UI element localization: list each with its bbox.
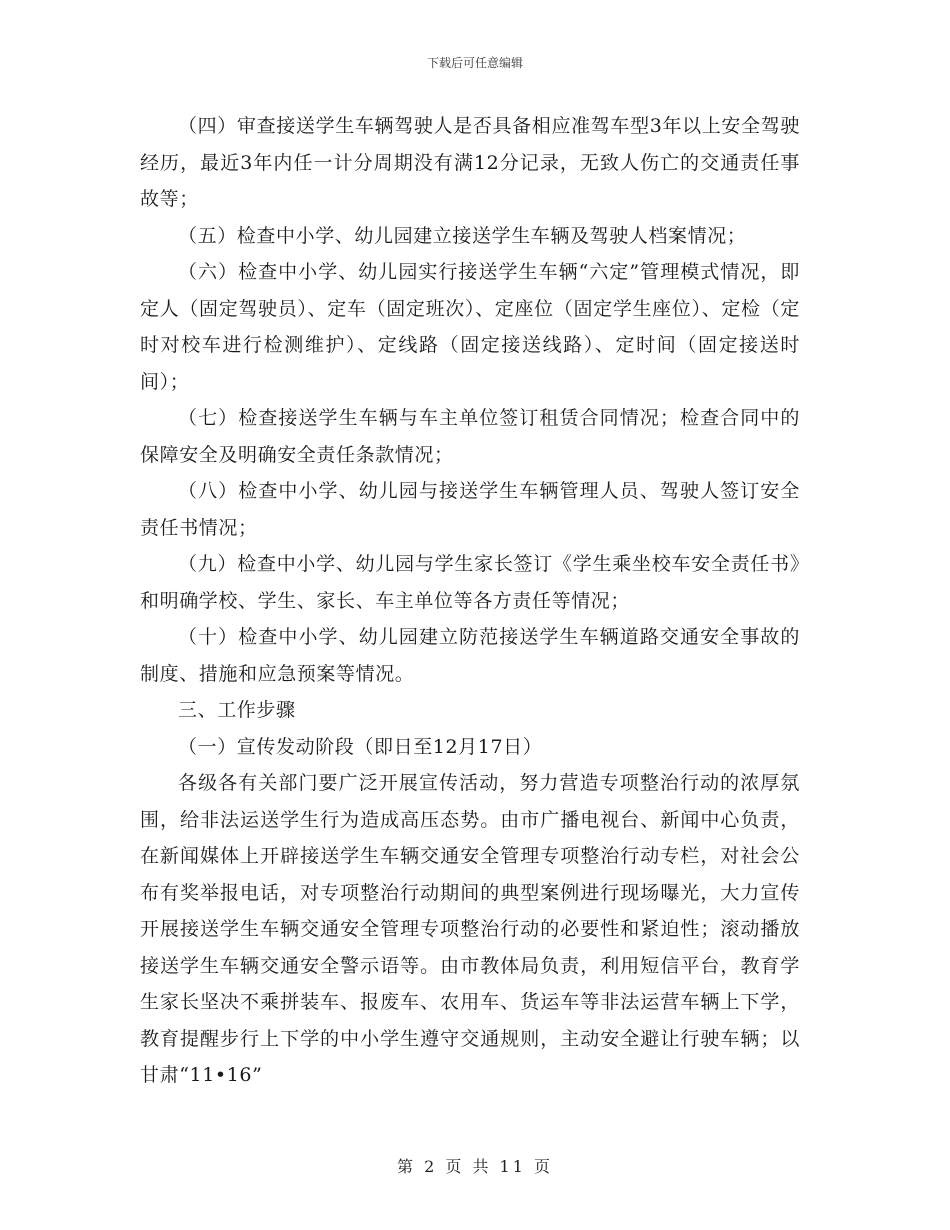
section-heading: 三、工作步骤: [178, 699, 296, 721]
page-header: 下载后可任意编辑: [426, 56, 523, 70]
document-body: [140, 108, 800, 1094]
paragraph-item-4: （四）审查接送学生车辆驾驶人是否具备相应准驾车型3年以上安全驾驶经历，最近3年内任一计分周期没有满12分记录，无致人伤亡的交通责任事故等；: [140, 115, 800, 210]
body-paragraph: 各级各有关部门要广泛开展宣传活动，努力营造专项整治行动的浓厚氛围，给非法运送学生行为造成高压态势。由市广播电视台、新闻中心负责，在新闻媒体上开辟接送学生车辆交通安全管理专项整治行动专栏，对社会公布有奖举报电话，对专项整治行动期间的典型案例进行现场曝光，大力宣传开展接送学生车辆交通安全管理专项整治行动的必要性和紧迫性；滚动播放接送学生车辆交通安全警示语等。由市教体局负责，利用短信平台，教育学生家长坚决不乘拼装车、报废车、农用车、货运车等非法运营车辆上下学，教育提醒步行上下学的中小学生遵守交通规则，主动安全避让行驶车辆；以甘肃“11•16”: [140, 772, 800, 1086]
paragraph-item-6: （六）检查中小学、幼儿园实行接送学生车辆“六定”管理模式情况，即定人（固定驾驶员）、定车（固定班次）、定座位（固定学生座位）、定检（定时对校车进行检测维护）、定线路（固定接送线路）、定时间（固定接送时间）；: [140, 261, 800, 393]
paragraph-item-10: （十）检查中小学、幼儿园建立防范接送学生车辆道路交通安全事故的制度、措施和应急预案等情况。: [140, 626, 800, 685]
paragraph-item-5: （五）检查中小学、幼儿园建立接送学生车辆及驾驶人档案情况；: [178, 224, 747, 247]
subsection-heading: （一）宣传发动阶段（即日至12月17日）: [178, 735, 543, 758]
paragraph-item-9: （九）检查中小学、幼儿园与学生家长签订《学生乘坐校车安全责任书》和明确学校、学生、家长、车主单位等各方责任等情况；: [140, 553, 800, 612]
paragraph-item-7: （七）检查接送学生车辆与车主单位签订租赁合同情况；检查合同中的保障安全及明确安全责任条款情况；: [140, 407, 800, 466]
paragraph-item-8: （八）检查中小学、幼儿园与接送学生车辆管理人员、驾驶人签订安全责任书情况；: [140, 480, 800, 539]
page-footer: 第 2 页 共 11 页: [397, 1157, 553, 1176]
